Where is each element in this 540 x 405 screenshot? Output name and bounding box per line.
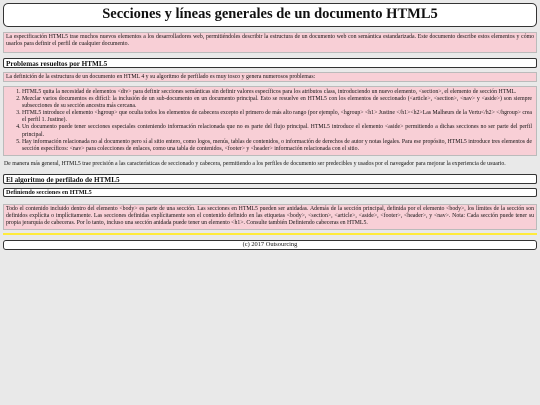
problems-list: [4, 87, 536, 155]
list-item: 3. HTML5 introduce el elemento <hgroup> que oculta todos los elementos de cabecera excepto el primero de más alto rango (por ejemplo, <hgroup> <h1> Justine </h1><h2>Las Malheurs de la Vertu</h2> </hgroup> crea el perfil 1. Justine).: [22, 110, 532, 124]
sections-paragraph: Todo el contenido incluido dentro del elemento <body> es parte de una sección. Las secciones en HTML5 pueden ser anidadas. Además de la sección principal, definida por el elemento <body>, los límites de la sección son definidos explícita o implícitamente. Las secciones definidas explícitamente son el contenido definido en las etiquetas <body>, <section>, <article>, <aside>, <footer>, <header>, y <nav>. Nota: Cada sección puede tener su propia jerarquía de cabeceras. Por lo tanto, incluso una sección anidada puede tener un elemento <h1>. Consulte también Definiendo cabeceras en HTML5.: [3, 204, 537, 230]
list-item: 1. HTML5 quita la necesidad de elementos <div> para definir secciones semánticas sin definir valores específicos para los atributos class, introduciendo un nuevo elemento, <section>, el elemento de sección HTML.: [22, 89, 532, 96]
closing-paragraph: De manera más general, HTML5 trae precisión a las características de seccionado y cabecera, permitiendo a los perfiles de documento ser predecibles y usados por el navegador para mejorar la experiencia de usuario.: [4, 160, 506, 167]
yellow-divider: [3, 233, 537, 235]
page-title: Secciones y líneas generales de un documento HTML5: [3, 3, 537, 27]
intro-paragraph: La especificación HTML5 trae muchos nuevos elementos a los desarrolladores web, permitiéndoles describir la estructura de un documento web con semántica estandarizada. Este documento describe estos elementos y cómo usarlos para definir el perfil de cualquier documento.: [3, 32, 537, 53]
list-item: 5. Hay información relacionada no al documento pero sí al sitio entero, como logos, menús, tablas de contenidos, o información de derechos de autor y notas legales. Para ese propósito, HTML5 introduce tres elementos de sección específicos: <nav> para colecciones de enlaces, como una tabla de contenidos, <footer> y <header> información relacionada con el sitio.: [22, 139, 532, 153]
list-item: 2. Mezclar varios documentos es difícil: la inclusión de un sub-documento en un documento principal. Esto se resuelve en HTML5 con los elementos de seccionado (<article>, <section>, <nav> y <aside>) son siempre subsecciones de su sección ancestra más cercana.: [22, 96, 532, 110]
section-heading-algoritmo: El algoritmo de perfilado de HTML5: [3, 174, 537, 184]
subsection-heading-definiendo: Definiendo secciones en HTML5: [3, 188, 537, 197]
page-footer: (c) 2017 Outsourcing: [3, 240, 537, 250]
problems-list-box: [3, 86, 537, 156]
section-heading-problemas: Problemas resueltos por HTML5: [3, 58, 537, 68]
list-item: 4. Un documento puede tener secciones especiales conteniendo información relacionada que no es parte del flujo principal. HTML5 introduce el elemento <aside> permitiendo a dichas secciones no ser parte del perfil principal.: [22, 124, 532, 138]
section-lead-paragraph: La definición de la estructura de un documento en HTML 4 y su algoritmo de perfilado es muy tosco y genera numerosos problemas:: [3, 72, 537, 82]
